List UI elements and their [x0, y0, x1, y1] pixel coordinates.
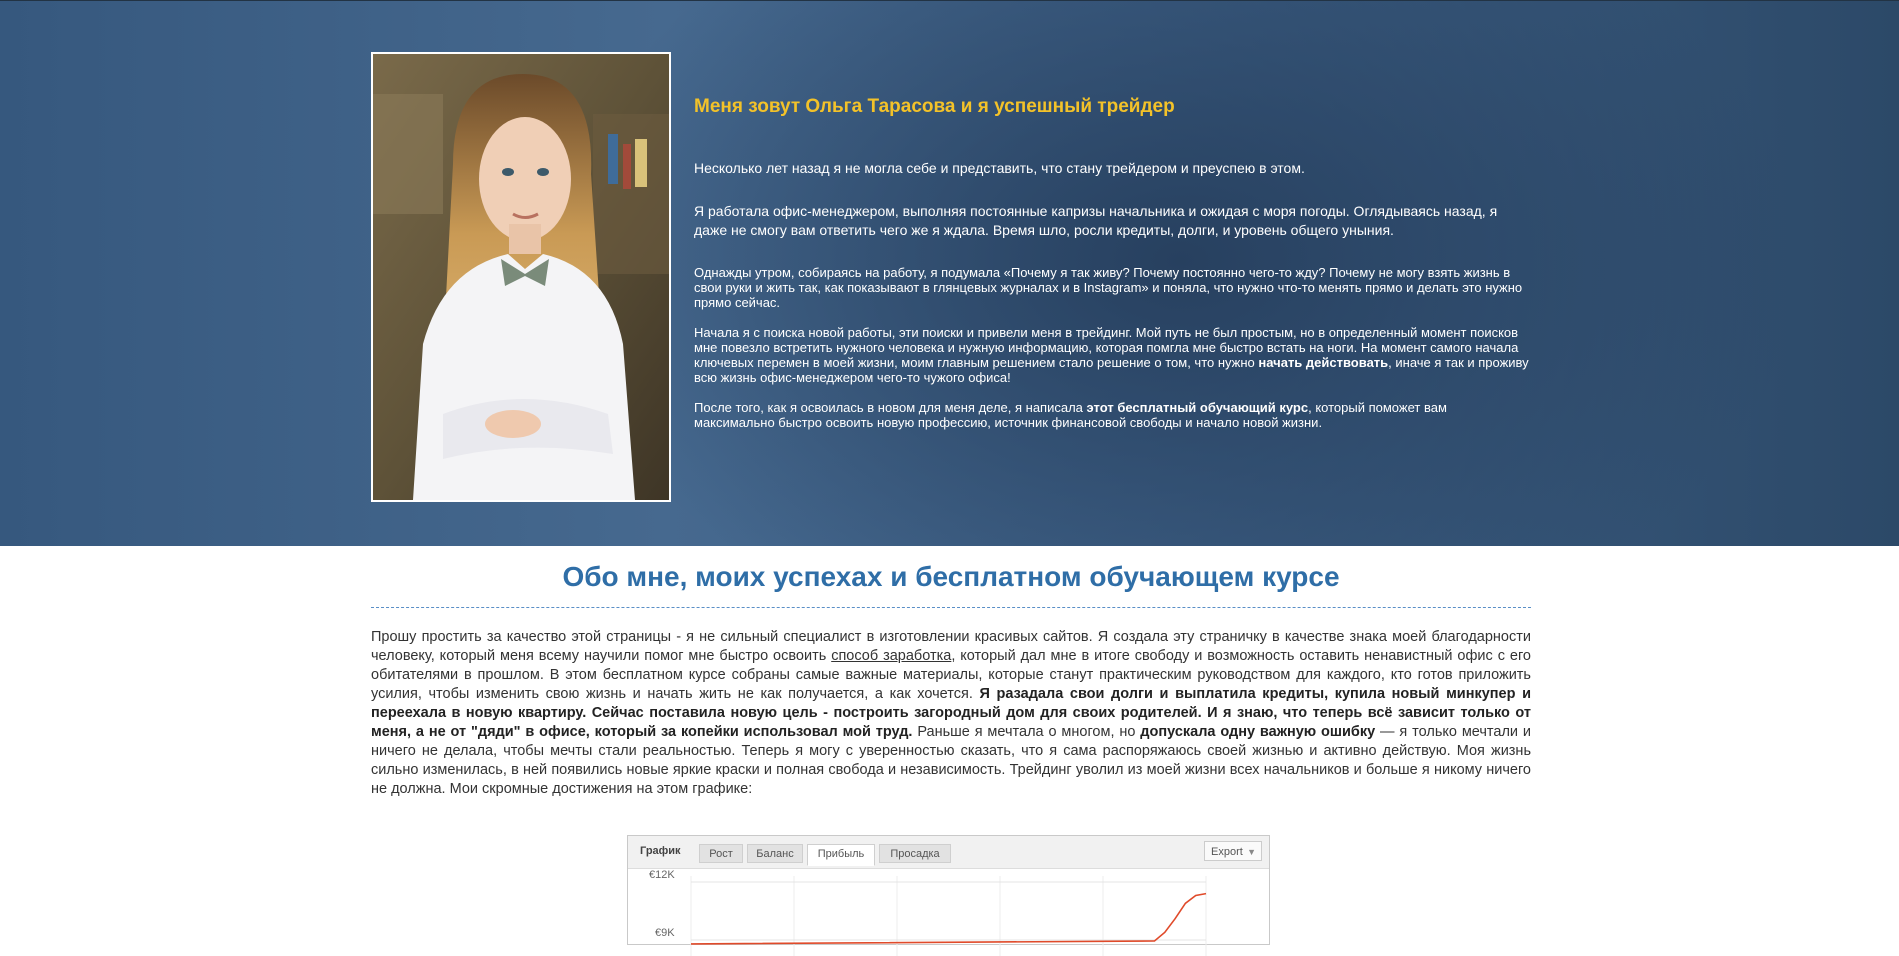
tab-drawdown[interactable]: Просадка — [879, 844, 951, 863]
emphasis-achievements: Я разадала свои долги и выплатила кредиты, купила новый минкупер и переехала в новую квартиру. Сейчас поставила новую цель - построить загородный дом для своих родителей. И я знаю, что теперь всё зависит только от меня, а не от "дяди" в офисе, который за копейки использовал мой труд. — [371, 686, 1531, 740]
chevron-down-icon: ▼ — [1247, 847, 1256, 857]
profit-series-line — [691, 894, 1206, 944]
hero-paragraph-3: Однажды утром, собираясь на работу, я подумала «Почему я так живу? Почему постоянно чего-то жду? Почему не могу взять жизнь в свои руки и жить так, как показывают в глянцевых журналах и в Instagram» и поняла, что нужно что-то менять прямо и делать это нужно прямо сейчас. — [694, 265, 1523, 310]
chart-toolbar — [628, 836, 1269, 869]
y-tick-9k: €9K — [655, 927, 675, 939]
y-tick-12k: €12K — [649, 869, 675, 881]
chart-label: График — [640, 845, 681, 857]
about-paragraph: Прошу простить за качество этой страницы - я не сильный специалист в изготовлении красивых сайтов. Я создала эту страничку в качестве знака моей благодарности человеку, который меня всему научили помог мне быстро освоить способ заработка, который дал мне в итоге свободу и возможность оставить ненавистный офис с его обитателями в прошлом. В этом бесплатном курсе собраны самые важные материалы, которые станут практическим руководством для каждого, кто готов приложить усилия, чтобы изменить свою жизнь и начать жить не как получается, а как хочется. Я разадала свои долги и выплатила кредиты, купила новый минкупер и переехала в новую квартиру. Сейчас поставила новую цель - построить загородный дом для своих родителей. И я знаю, что теперь всё зависит только от меня, а не от "дяди" в офисе, который за копейки использовал мой труд. Раньше я мечтала о многом, но допускала одну важную ошибку — я только мечтали и ничего не делала, чтобы мечты стали реальностью. Теперь я могу с уверенностью сказать, что я сама распоряжаюсь своей жизнью и активно действую. Моя жизнь сильно изменилась, в ней появились новые яркие краски и полная свобода и независимость. Трейдинг уволил из моей жизни всех начальников и больше я никому ничего не должна. Мои скромные достижения на этом графике: — [371, 629, 1531, 797]
portrait-image — [373, 54, 669, 500]
chart-widget — [627, 835, 1270, 945]
section-title: Обо мне, моих успехах и бесплатном обучающем курсе — [562, 561, 1340, 592]
tab-profit[interactable]: Прибыль — [807, 844, 875, 866]
export-button[interactable]: Export ▼ — [1204, 841, 1262, 861]
hero-paragraph-1: Несколько лет назад я не могла себе и представить, что стану трейдером и преуспею в этом. — [694, 160, 1305, 176]
emphasis-free-course: этот бесплатный обучающий курс — [1086, 400, 1309, 415]
tab-growth[interactable]: Рост — [699, 844, 743, 863]
earning-method-link[interactable]: способ заработка — [831, 648, 952, 664]
hero-paragraph-4: Начала я с поиска новой работы, эти поиски и привели меня в трейдинг. Мой путь не был простым, но в определенный момент поисков мне повезло встретить нужного человека и нужную информацию, которая помгла мне быстро встать на ноги. На момент самого начала ключевых перемен в моей жизни, моим главным решением стало решение о том, что нужно начать действовать, иначе я так и проживу всю жизнь офис-менеджером чего-то чужого офиса! — [694, 325, 1529, 385]
author-photo — [371, 52, 671, 502]
tab-balance[interactable]: Баланс — [747, 844, 803, 863]
hero-paragraph-2: Я работала офис-менеджером, выполняя постоянные капризы начальника и ожидая с моря погоды. Оглядываясь назад, я даже не смогу вам ответить чего же я ждала. Время шло, росли кредиты, долги, и уровень общего уныния. — [694, 203, 1498, 238]
profit-plot — [683, 876, 1253, 956]
hero-title: Меня зовут Ольга Тарасова и я успешный трейдер — [694, 96, 1175, 117]
emphasis-start-acting: начать действовать — [1258, 355, 1389, 370]
emphasis-mistake: допускала одну важную ошибку — [1140, 724, 1376, 740]
hero-paragraph-5: После того, как я освоилась в новом для меня деле, я написала этот бесплатный обучающий курс, который поможет вам максимально быстро освоить новую профессию, источник финансовой свободы и начало новой жизни. — [694, 400, 1447, 430]
section-divider — [371, 607, 1531, 608]
